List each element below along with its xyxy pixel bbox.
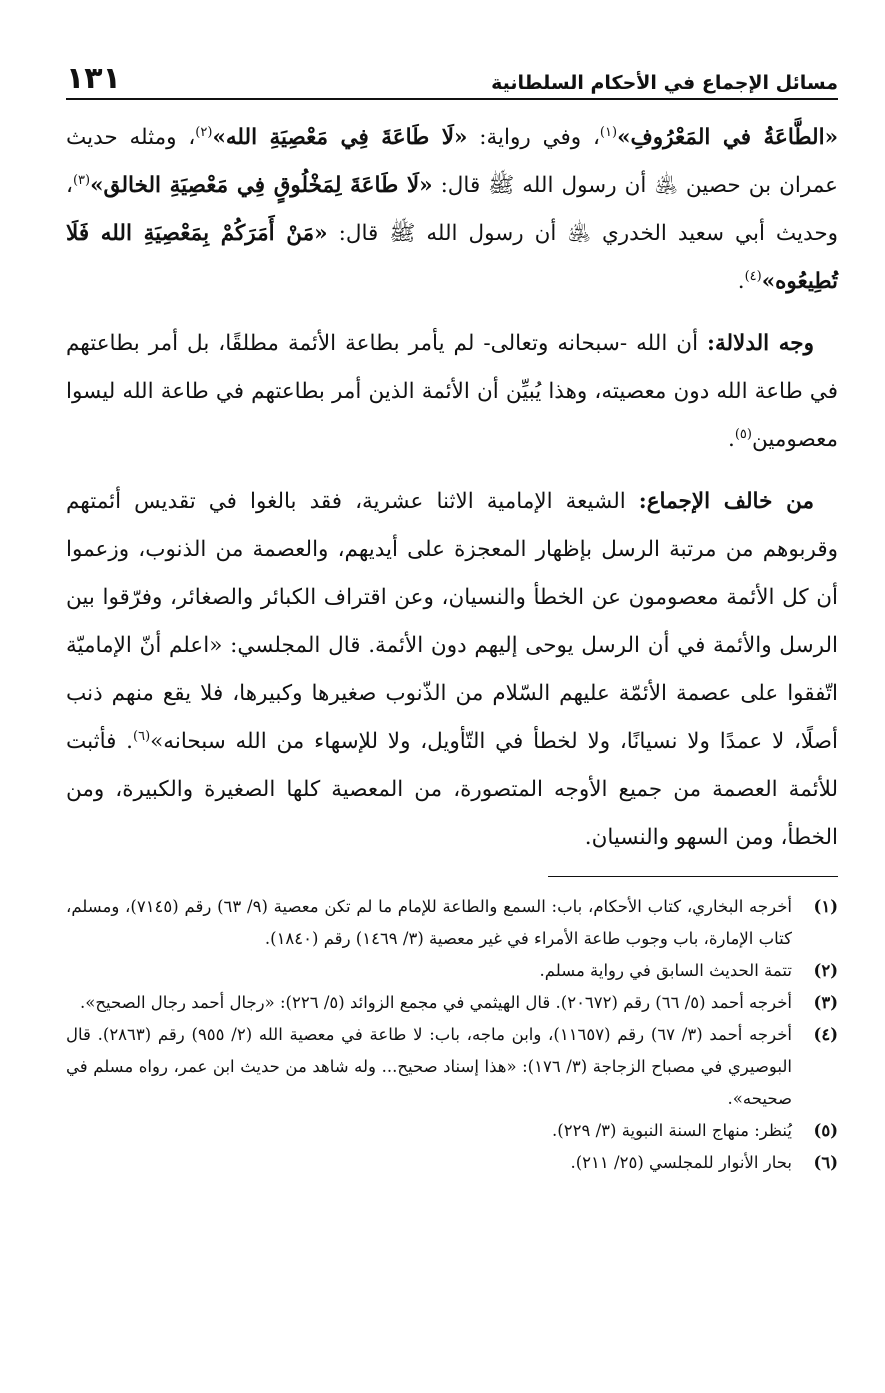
hadith-quote: «مَنْ أَمَرَكُمْ بِمَعْصِيَةِ الله فَلَا تُطِيعُوه» (66, 221, 838, 294)
footnote-text: أخرجه أحمد (٣/ ٦٧) رقم (١١٦٥٧)، وابن ماجه، باب: لا طاعة في معصية الله (٢/ ٩٥٥) رقم (٢٨٦٣). قال البوصيري في مصباح الزجاجة (٣/ ١٧٦): «هذا إسناد صحيح... وله شاهد من حديث ابن عمر، رواه مسلم في صحيحه». (66, 1025, 793, 1108)
header-title: مسائل الإجماع في الأحكام السلطانية (491, 72, 838, 94)
footnote-ref: (٢) (195, 124, 213, 140)
footnote-text: أخرجه البخاري، كتاب الأحكام، باب: السمع والطاعة للإمام ما لم تكن معصية (٩/ ٦٣) رقم (٧١٤٥)، ومسلم، كتاب الإمارة، باب وجوب طاعة الأمراء في غير معصية (٣/ ١٤٦٩) رقم (١٨٤٠). (66, 897, 792, 948)
text-span: . فأثبت للأئمة العصمة من جميع الأوجه المتصورة، من المعصية كلها الصغيرة والكبيرة، ومن الخطأ، ومن السهو والنسيان. (66, 729, 838, 850)
hadith-quote: «لَا طَاعَةَ لِمَخْلُوقٍ فِي مَعْصِيَةِ الخالق» (90, 173, 433, 198)
text-span: ، وحديث أبي سعيد الخدري ﵁ أن رسول الله ﷺ قال: (66, 173, 838, 246)
text-span: . (737, 269, 745, 294)
text-span: أن الله -سبحانه وتعالى- لم يأمر بطاعة الأئمة مطلقًا، بل أمر بطاعتهم في طاعة الله دون معصيته، وهذا يُبيِّن أن الأئمة الذين أمر بطاعتهم في طاعة الله ليسوا معصومين (66, 331, 838, 452)
text-span: ، وفي رواية: (467, 125, 600, 150)
section-lead: من خالف الإجماع: (638, 489, 814, 514)
footnote-number: (٤) (813, 1025, 838, 1044)
text-span: . (728, 427, 735, 452)
footnote-item (66, 1147, 838, 1179)
hadith-quote: «الطَّاعَةُ في المَعْرُوفِ» (617, 125, 839, 150)
hadith-quote: «لَا طَاعَةَ فِي مَعْصِيَةِ الله» (212, 125, 468, 150)
footnote-text: يُنظر: منهاج السنة النبوية (٣/ ٢٢٩). (552, 1121, 792, 1140)
footnote-ref: (٦) (133, 728, 151, 744)
footnotes (66, 891, 838, 1179)
footnote-item (66, 1019, 838, 1115)
footnote-number: (٥) (813, 1121, 838, 1140)
section-lead: وجه الدلالة: (707, 331, 814, 356)
footnote-number: (٢) (813, 961, 838, 980)
footnote-ref: (٥) (734, 426, 752, 442)
paragraph-evidence-aspect (66, 320, 838, 464)
footnote-divider (548, 876, 838, 877)
footnote-number: (٣) (813, 993, 838, 1012)
page-number: ١٣١ (66, 61, 121, 96)
footnote-item (66, 891, 838, 955)
footnote-number: (٦) (813, 1153, 838, 1172)
paragraph-hadith-evidence (66, 114, 838, 306)
footnote-number: (١) (813, 897, 838, 916)
paragraph-dissent (66, 478, 838, 862)
text-span: الشيعة الإمامية الاثنا عشرية، فقد بالغوا في تقديس أئمتهم وقربوهم من مرتبة الرسل بإظهار المعجزة على أيديهم، والعصمة من الذنوب، وزعموا أن كل الأئمة معصومون عن الخطأ والنسيان، وعن اقتراف الكبائر والصغائر، وفرّقوا بين الرسل والأئمة في أن الرسل يوحى إليهم دون الأئمة. قال المجلسي: «اعلم أنّ الإماميّة اتّفقوا على عصمة الأئمّة عليهم السّلام من الذّنوب صغيرها وكبيرها، فلا يقع منهم ذنب أصلًا، لا عمدًا ولا نسيانًا، ولا لخطأ في التّأويل، ولا للإسهاء من الله سبحانه» (66, 489, 838, 754)
main-text (66, 114, 838, 862)
footnote-text: بحار الأنوار للمجلسي (٢٥/ ٢١١). (570, 1153, 792, 1172)
footnote-ref: (١) (599, 124, 618, 140)
text-span: ، ومثله حديث عمران بن حصين ﵁ أن رسول الله ﷺ قال: (66, 125, 838, 198)
footnote-ref: (٣) (72, 172, 91, 188)
running-header (66, 46, 838, 100)
footnote-text: تتمة الحديث السابق في رواية مسلم. (539, 961, 792, 980)
footnote-ref: (٤) (744, 268, 762, 284)
footnote-item (66, 955, 838, 987)
footnote-text: أخرجه أحمد (٥/ ٦٦) رقم (٢٠٦٧٢). قال الهيثمي في مجمع الزوائد (٥/ ٢٢٦): «رجال أحمد رجال الصحيح». (80, 993, 792, 1012)
footnote-item (66, 987, 838, 1019)
footnote-item (66, 1115, 838, 1147)
book-page (66, 46, 838, 1179)
